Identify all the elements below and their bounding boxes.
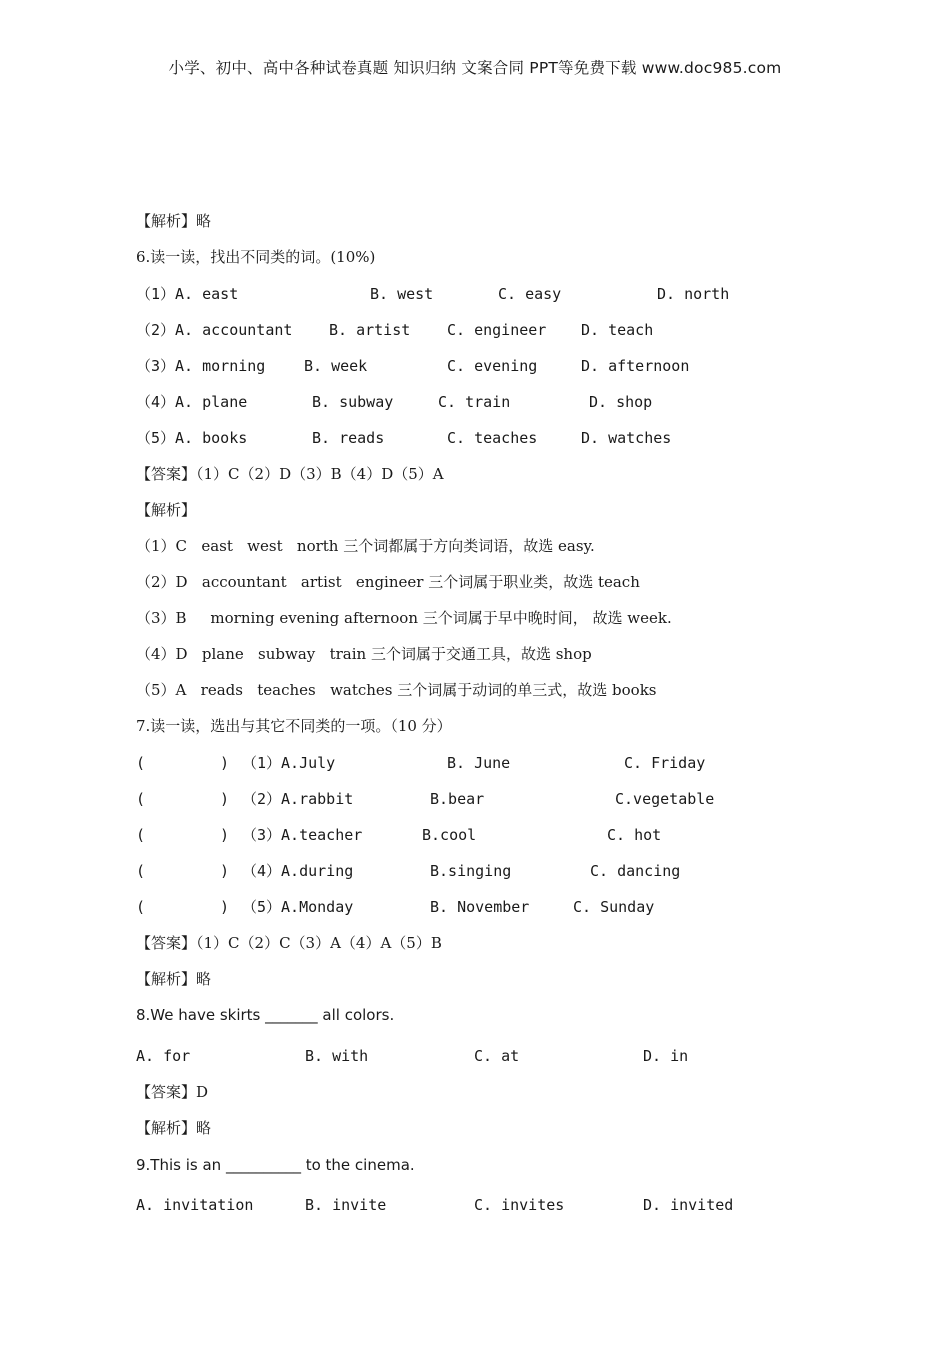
q9-option-a: A. invitation [136,1196,254,1214]
q8-options [136,1043,756,1069]
q5-analysis: 【解析】略 [136,212,212,230]
q6-analysis-line-5: （5）A reads teaches watches 三个词属于动词的单三式，故选 books [136,681,657,699]
q7-row-3-option-b: B.cool [422,826,477,844]
q9-option-b: B. invite [305,1196,387,1214]
q7-analysis: 【解析】略 [136,970,212,988]
q6-row-4 [136,389,776,415]
q7-row-5-option-c: C. Sunday [573,898,655,916]
q7-row-4-paren-open: ( [136,862,146,880]
page-header: 小学、初中、高中各种试卷真题 知识归纳 文案合同 PPT等免费下载 www.doc985.com [168,59,782,77]
q7-row-2-paren-open: ( [136,790,146,808]
q9-options [136,1192,776,1218]
q6-row-1-option-b: B. west [370,285,434,303]
q6-row-4-option-a: （4）A. plane [136,393,248,411]
q6-row-2 [136,317,776,343]
q7-row-3-paren-close: ) [220,826,230,844]
q8-option-c: C. at [474,1047,520,1065]
q8-option-d: D. in [643,1047,689,1065]
q7-row-4-option-a: （4）A.during [242,862,354,880]
q6-analysis-line-1: （1）C east west north 三个词都属于方向类词语，故选 easy. [136,537,595,555]
q7-row-4 [136,858,756,884]
q6-row-4-option-d: D. shop [589,393,653,411]
q7-row-5-paren-open: ( [136,898,146,916]
q7-row-3 [136,822,756,848]
q7-row-4-option-b: B.singing [430,862,512,880]
q6-analysis-label: 【解析】 [136,501,197,519]
q8-question: 8.We have skirts _______ all colors. [136,1006,395,1024]
q8-option-a: A. for [136,1047,191,1065]
q6-row-3-option-c: C. evening [447,357,538,375]
q7-row-5-option-b: B. November [430,898,530,916]
q6-row-3-option-d: D. afternoon [581,357,690,375]
q6-row-3-option-a: （3）A. morning [136,357,266,375]
q6-analysis-line-4: （4）D plane subway train 三个词属于交通工具，故选 shop [136,645,592,663]
q6-row-5-option-c: C. teaches [447,429,538,447]
q7-row-2-paren-close: ) [220,790,230,808]
q6-row-3-option-b: B. week [304,357,368,375]
q7-title: 7.读一读，选出与其它不同类的一项。（10 分） [136,717,452,735]
q6-answer: 【答案】（1）C（2）D（3）B（4）D（5）A [136,465,444,483]
q7-row-1-option-a: （1）A.July [242,754,336,772]
q8-answer: 【答案】D [136,1083,209,1101]
q6-row-1 [136,281,776,307]
q7-row-5 [136,894,756,920]
q6-row-2-option-c: C. engineer [447,321,547,339]
q6-row-1-option-a: （1）A. east [136,285,239,303]
q6-row-2-option-a: （2）A. accountant [136,321,293,339]
q6-row-4-option-c: C. train [438,393,511,411]
q7-row-2-option-b: B.bear [430,790,485,808]
q7-answer: 【答案】（1）C（2）C（3）A（4）A（5）B [136,934,442,952]
q9-option-c: C. invites [474,1196,565,1214]
q6-row-2-option-b: B. artist [329,321,411,339]
q6-row-3 [136,353,776,379]
q7-row-2 [136,786,756,812]
q7-row-4-paren-close: ) [220,862,230,880]
q6-row-5 [136,425,776,451]
q6-row-1-option-c: C. easy [498,285,562,303]
q7-row-1-paren-open: ( [136,754,146,772]
q7-row-1-paren-close: ) [220,754,230,772]
q7-row-5-paren-close: ) [220,898,230,916]
q7-row-1-option-c: C. Friday [624,754,706,772]
q7-row-1-option-b: B. June [447,754,511,772]
q7-row-2-option-a: （2）A.rabbit [242,790,354,808]
q6-row-2-option-d: D. teach [581,321,654,339]
q8-option-b: B. with [305,1047,369,1065]
q6-row-1-option-d: D. north [657,285,730,303]
q6-analysis-line-2: （2）D accountant artist engineer 三个词属于职业类，故选 teach [136,573,640,591]
q7-row-1 [136,750,756,776]
q7-row-3-option-c: C. hot [607,826,662,844]
q6-row-4-option-b: B. subway [312,393,394,411]
q6-row-5-option-d: D. watches [581,429,672,447]
q6-row-5-option-a: （5）A. books [136,429,248,447]
q6-analysis-line-3: （3）B morning evening afternoon 三个词属于早中晚时间， 故选 week. [136,609,672,627]
q7-row-3-option-a: （3）A.teacher [242,826,363,844]
q7-row-2-option-c: C.vegetable [615,790,715,808]
q7-row-3-paren-open: ( [136,826,146,844]
q9-option-d: D. invited [643,1196,734,1214]
q6-row-5-option-b: B. reads [312,429,385,447]
q8-analysis: 【解析】略 [136,1119,212,1137]
q7-row-5-option-a: （5）A.Monday [242,898,354,916]
q7-row-4-option-c: C. dancing [590,862,681,880]
q6-title: 6.读一读，找出不同类的词。(10%) [136,248,376,266]
q9-question: 9.This is an __________ to the cinema. [136,1156,415,1174]
